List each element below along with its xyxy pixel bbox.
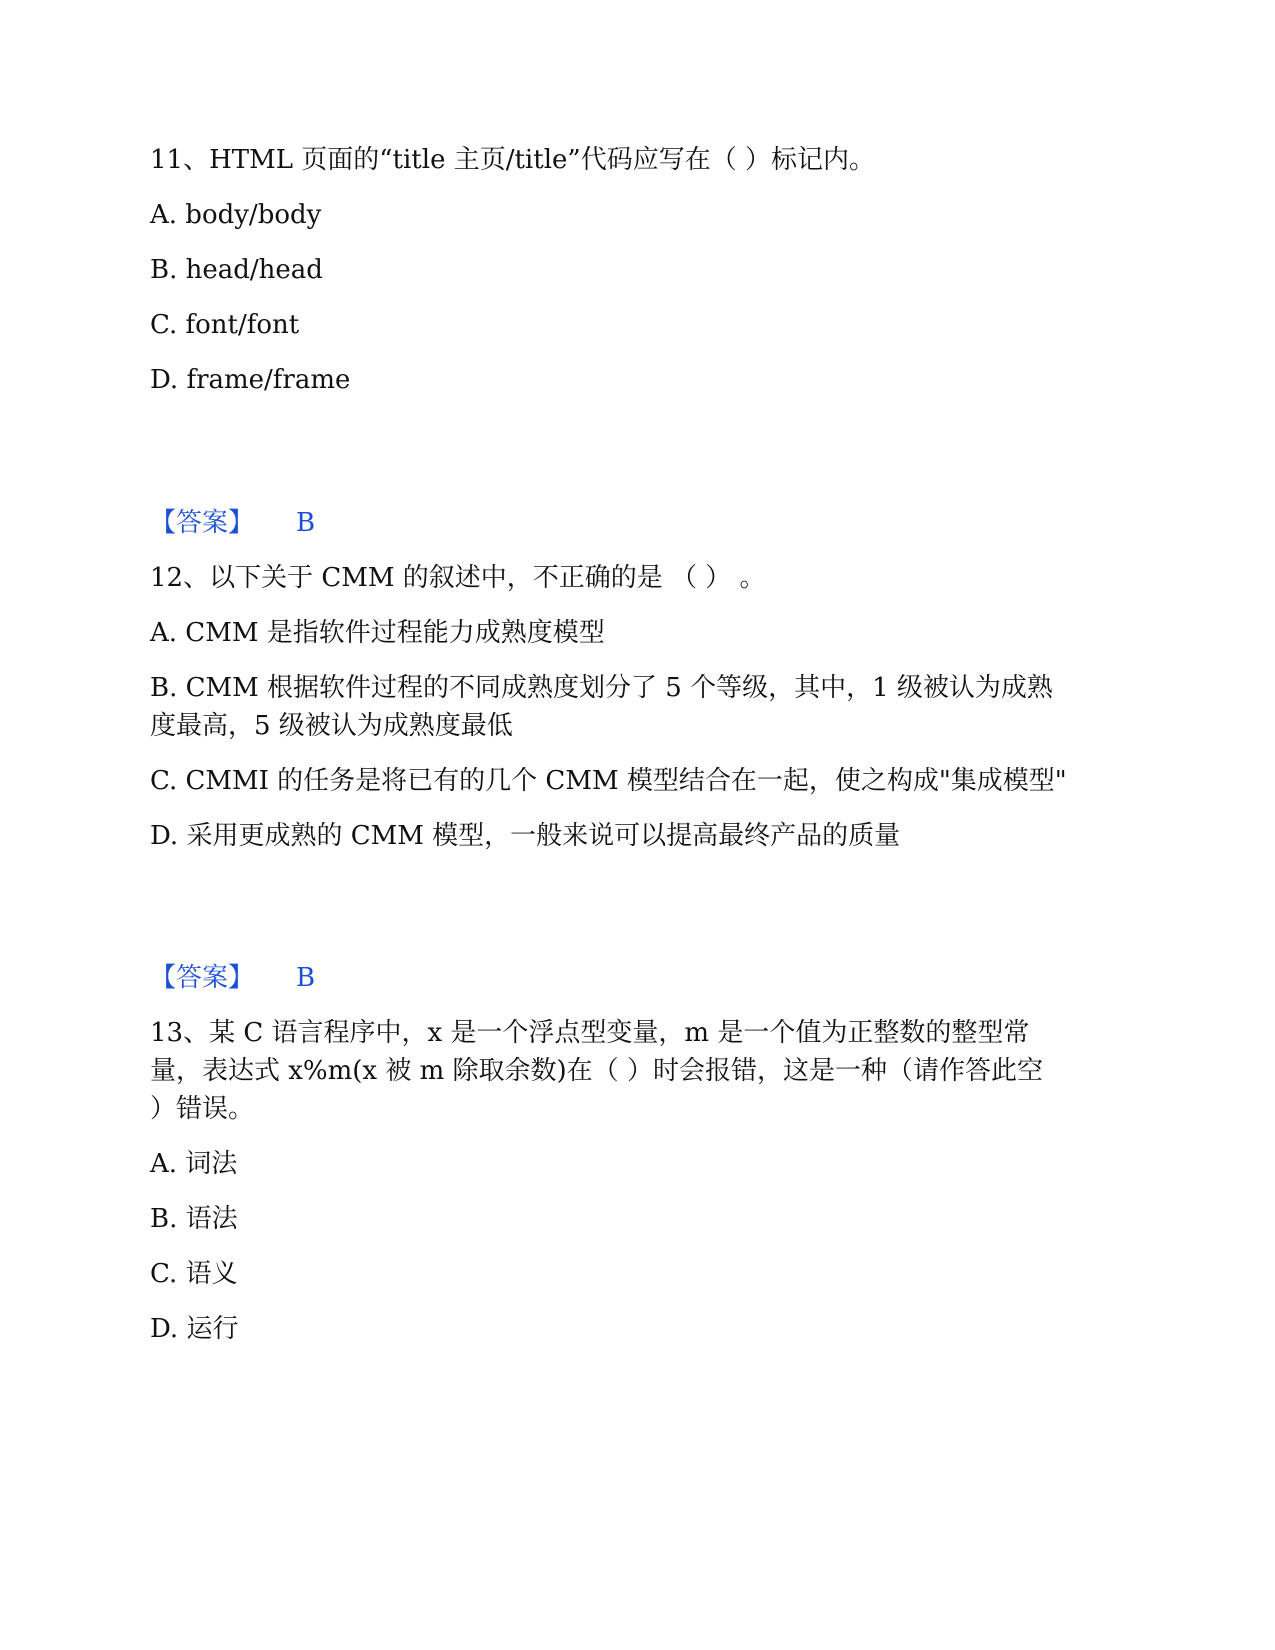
answer-label: 【答案】 <box>150 963 255 993</box>
question-12-option-b: B. CMM 根据软件过程的不同成熟度划分了 5 个等级，其中，1 级被认为成熟 <box>150 673 1053 703</box>
question-11-option-c: C. font/font <box>150 310 300 340</box>
question-13-stem: 13、某 C 语言程序中，x 是一个浮点型变量，m 是一个值为正整数的整型常 <box>150 1018 1030 1048</box>
question-13-option-c: C. 语义 <box>150 1259 238 1289</box>
question-13-option-a: A. 词法 <box>150 1149 238 1179</box>
question-12-stem: 12、以下关于 CMM 的叙述中，不正确的是 （ ） 。 <box>150 563 766 593</box>
question-12-option-a: A. CMM 是指软件过程能力成熟度模型 <box>150 618 605 648</box>
question-11-option-d: D. frame/frame <box>150 365 351 395</box>
answer-value: B <box>296 508 316 538</box>
question-12-option-b-cont: 度最高，5 级被认为成熟度最低 <box>150 711 513 741</box>
question-11-option-b: B. head/head <box>150 255 323 285</box>
question-13-stem-cont: 量，表达式 x%m(x 被 m 除取余数)在（ ）时会报错，这是一种（请作答此空 <box>150 1056 1043 1086</box>
question-12-option-c: C. CMMI 的任务是将已有的几个 CMM 模型结合在一起，使之构成"集成模型" <box>150 766 1067 796</box>
question-11-option-a: A. body/body <box>150 200 322 230</box>
answer-11 <box>150 503 315 543</box>
question-11-stem: 11、HTML 页面的“title 主页/title”代码应写在（ ）标记内。 <box>150 145 875 175</box>
answer-value: B <box>296 963 316 993</box>
answer-12 <box>150 958 315 998</box>
question-13-option-d: D. 运行 <box>150 1314 239 1344</box>
question-13-stem-end: ）错误。 <box>150 1094 255 1124</box>
question-13-option-b: B. 语法 <box>150 1204 238 1234</box>
answer-label: 【答案】 <box>150 508 255 538</box>
question-12-option-d: D. 采用更成熟的 CMM 模型，一般来说可以提高最终产品的质量 <box>150 821 901 851</box>
